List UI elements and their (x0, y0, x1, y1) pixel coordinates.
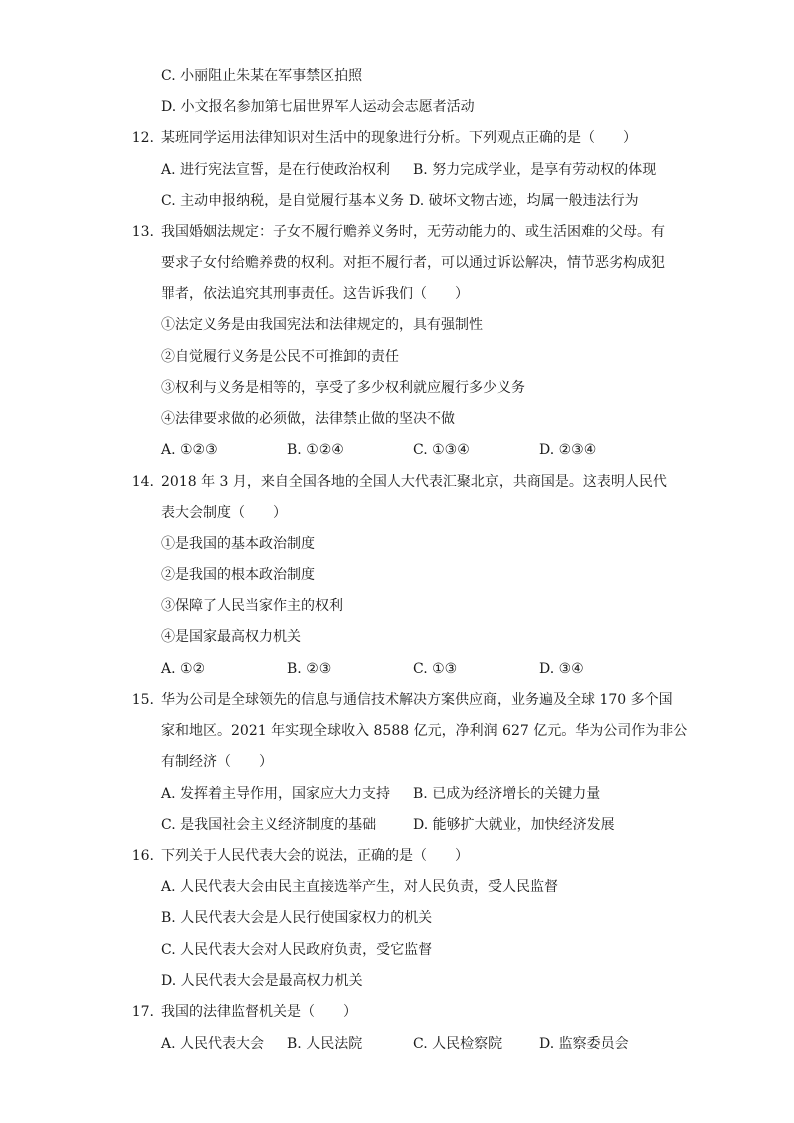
q13-statement: ①法定义务是由我国宪法和法律规定的，具有强制性 (161, 317, 483, 333)
q12-number: 12. (131, 130, 154, 146)
q13-statement: ④法律要求做的必须做，法律禁止做的坚决不做 (161, 411, 455, 427)
q13-option-a: A. ①②③ (161, 442, 218, 458)
q14-statement: ③保障了人民当家作主的权利 (161, 598, 343, 614)
q16-option-c: C. 人民代表大会对人民政府负责，受它监督 (161, 942, 433, 958)
q15-stem-line: 家和地区。2021 年实现全球收入 8588 亿元，净利润 627 亿元。华为公司作为非公 (161, 723, 688, 739)
q14-option-c: C. ①③ (413, 661, 458, 677)
q11-option-c: C. 小丽阻止朱某在军事禁区拍照 (161, 68, 363, 84)
q16-option-b: B. 人民代表大会是人民行使国家权力的机关 (161, 910, 433, 926)
q13-option-d: D. ②③④ (539, 442, 597, 458)
q17-stem: 我国的法律监督机关是（ ） (161, 1004, 357, 1020)
q13-stem-line: 要求子女付给赡养费的权利。对拒不履行者，可以通过诉讼解决，情节恶劣构成犯 (161, 255, 665, 271)
q12-stem: 某班同学运用法律知识对生活中的现象进行分析。下列观点正确的是（ ） (161, 130, 637, 146)
q14-option-a: A. ①② (161, 661, 206, 677)
q15-option-a: A. 发挥着主导作用，国家应大力支持 (161, 786, 391, 802)
q14-statement: ④是国家最高权力机关 (161, 629, 301, 645)
q15-option-c: C. 是我国社会主义经济制度的基础 (161, 817, 377, 833)
q15-option-d: D. 能够扩大就业，加快经济发展 (413, 817, 615, 833)
q17-number: 17. (131, 1004, 154, 1020)
q17-option-d: D. 监察委员会 (539, 1036, 629, 1052)
q17-option-a: A. 人民代表大会 (161, 1036, 265, 1052)
q16-option-d: D. 人民代表大会是最高权力机关 (161, 973, 363, 989)
q14-option-d: D. ③④ (539, 661, 584, 677)
q16-number: 16. (131, 848, 154, 864)
q13-number: 13. (131, 224, 154, 240)
q15-option-b: B. 已成为经济增长的关键力量 (413, 786, 601, 802)
q11-option-d: D. 小文报名参加第七届世界军人运动会志愿者活动 (161, 99, 475, 115)
q13-stem-line: 罪者，依法追究其刑事责任。这告诉我们（ ） (161, 286, 469, 302)
q15-stem-line: 有制经济（ ） (161, 754, 273, 770)
q17-option-c: C. 人民检察院 (413, 1036, 503, 1052)
q14-number: 14. (131, 474, 154, 490)
q15-number: 15. (131, 692, 154, 708)
q14-stem-line: 2018 年 3 月，来自全国各地的全国人大代表汇聚北京，共商国是。这表明人民代 (161, 474, 667, 490)
q16-option-a: A. 人民代表大会由民主直接选举产生，对人民负责，受人民监督 (161, 879, 559, 895)
q12-option-c: C. 主动申报纳税，是自觉履行基本义务 (161, 193, 405, 209)
q14-statement: ①是我国的基本政治制度 (161, 536, 315, 552)
q14-statement: ②是我国的根本政治制度 (161, 567, 315, 583)
q17-option-b: B. 人民法院 (287, 1036, 363, 1052)
q15-stem-line: 华为公司是全球领先的信息与通信技术解决方案供应商，业务遍及全球 170 多个国 (161, 692, 673, 708)
q12-option-a: A. 进行宪法宣誓，是在行使政治权利 (161, 162, 391, 178)
q14-option-b: B. ②③ (287, 661, 332, 677)
q13-option-c: C. ①③④ (413, 442, 470, 458)
q16-stem: 下列关于人民代表大会的说法，正确的是（ ） (161, 848, 469, 864)
q13-statement: ②自觉履行义务是公民不可推卸的责任 (161, 349, 399, 365)
q13-statement: ③权利与义务是相等的，享受了多少权利就应履行多少义务 (161, 380, 525, 396)
q13-option-b: B. ①②④ (287, 442, 344, 458)
q12-option-d: D. 破坏文物古迹，均属一般违法行为 (409, 193, 639, 209)
q12-option-b: B. 努力完成学业，是享有劳动权的体现 (413, 162, 657, 178)
q14-stem-line: 表大会制度（ ） (161, 505, 287, 521)
q13-stem-line: 我国婚姻法规定：子女不履行赡养义务时，无劳动能力的、或生活困难的父母。有 (161, 224, 665, 240)
